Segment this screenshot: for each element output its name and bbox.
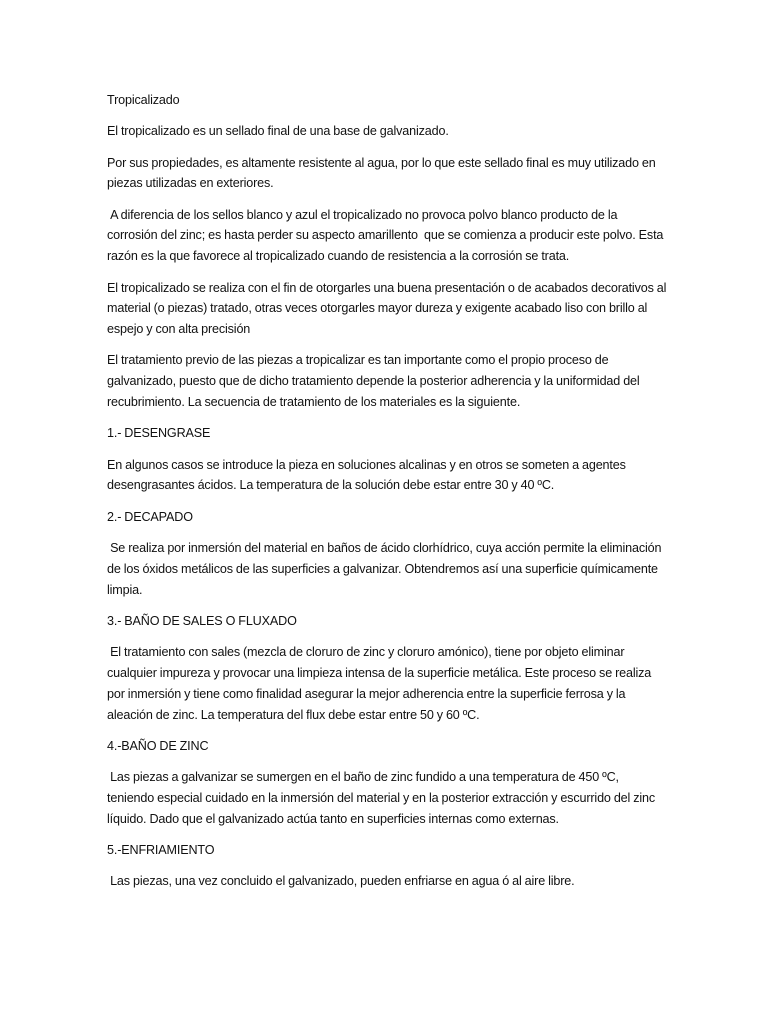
paragraph-difference: A diferencia de los sellos blanco y azul el tropicalizado no provoca polvo blanco producto de la corrosión del zinc; es hasta perder su aspecto amarillento que se comienza a producir este polvo. Esta razón es la que favorece al tropicalizado cuando de resistencia a la corrosión se trata. <box>107 207 667 264</box>
section-heading-enfriamiento: 5.-ENFRIAMIENTO <box>107 843 215 858</box>
section-body-enfriamiento: Las piezas, una vez concluido el galvanizado, pueden enfriarse en agua ó al aire libre. <box>107 874 575 889</box>
section-heading-desengrase: 1.- DESENGRASE <box>107 426 211 441</box>
section-heading-fluxado: 3.- BAÑO DE SALES O FLUXADO <box>107 613 297 628</box>
section-body-desengrase: En algunos casos se introduce la pieza en soluciones alcalinas y en otros se someten a agentes desengrasantes ácidos. La temperatura de la solución debe estar entre 30 y 40 ºC. <box>107 457 629 493</box>
section-heading-bano-zinc: 4.-BAÑO DE ZINC <box>107 738 209 753</box>
section-body-fluxado: El tratamiento con sales (mezcla de cloruro de zinc y cloruro amónico), tiene por objeto eliminar cualquier impureza y provocar una limpieza intensa de la superficie metálica. Este proceso se realiza por inmersión y tiene como finalidad asegurar la mejor adherencia entre la superficie ferrosa y la aleación de zinc. La temperatura del flux debe estar entre 50 y 60 ºC. <box>107 645 655 722</box>
paragraph-properties: Por sus propiedades, es altamente resistente al agua, por lo que este sellado final es muy utilizado en piezas utilizadas en exteriores. <box>107 155 659 191</box>
section-body-decapado: Se realiza por inmersión del material en baños de ácido clorhídrico, cuya acción permite la eliminación de los óxidos metálicos de las superficies a galvanizar. Obtendremos así una superficie químicamente limpia. <box>107 541 665 597</box>
document-title: Tropicalizado <box>107 93 180 107</box>
section-body-bano-zinc: Las piezas a galvanizar se sumergen en el baño de zinc fundido a una temperatura de 450 ºC, teniendo especial cuidado en la inmersión del material y en la posterior extracción y escurrido del zinc líquido. Dado que el galvanizado actúa tanto en superficies internas como externas. <box>107 770 659 826</box>
document-body <box>107 90 670 903</box>
paragraph-purpose: El tropicalizado se realiza con el fin de otorgarles una buena presentación o de acabados decorativos al material (o piezas) tratado, otras veces otorgarles mayor dureza y exigente acabado liso con brillo al espejo y con alta precisión <box>107 280 670 337</box>
paragraph-pretreatment: El tratamiento previo de las piezas a tropicalizar es tan importante como el propio proceso de galvanizado, puesto que de dicho tratamiento depende la posterior adherencia y la uniformidad del recubrimiento. La secuencia de tratamiento de los materiales es la siguiente. <box>107 353 643 410</box>
section-heading-decapado: 2.- DECAPADO <box>107 509 193 524</box>
paragraph-intro: El tropicalizado es un sellado final de una base de galvanizado. <box>107 124 449 139</box>
